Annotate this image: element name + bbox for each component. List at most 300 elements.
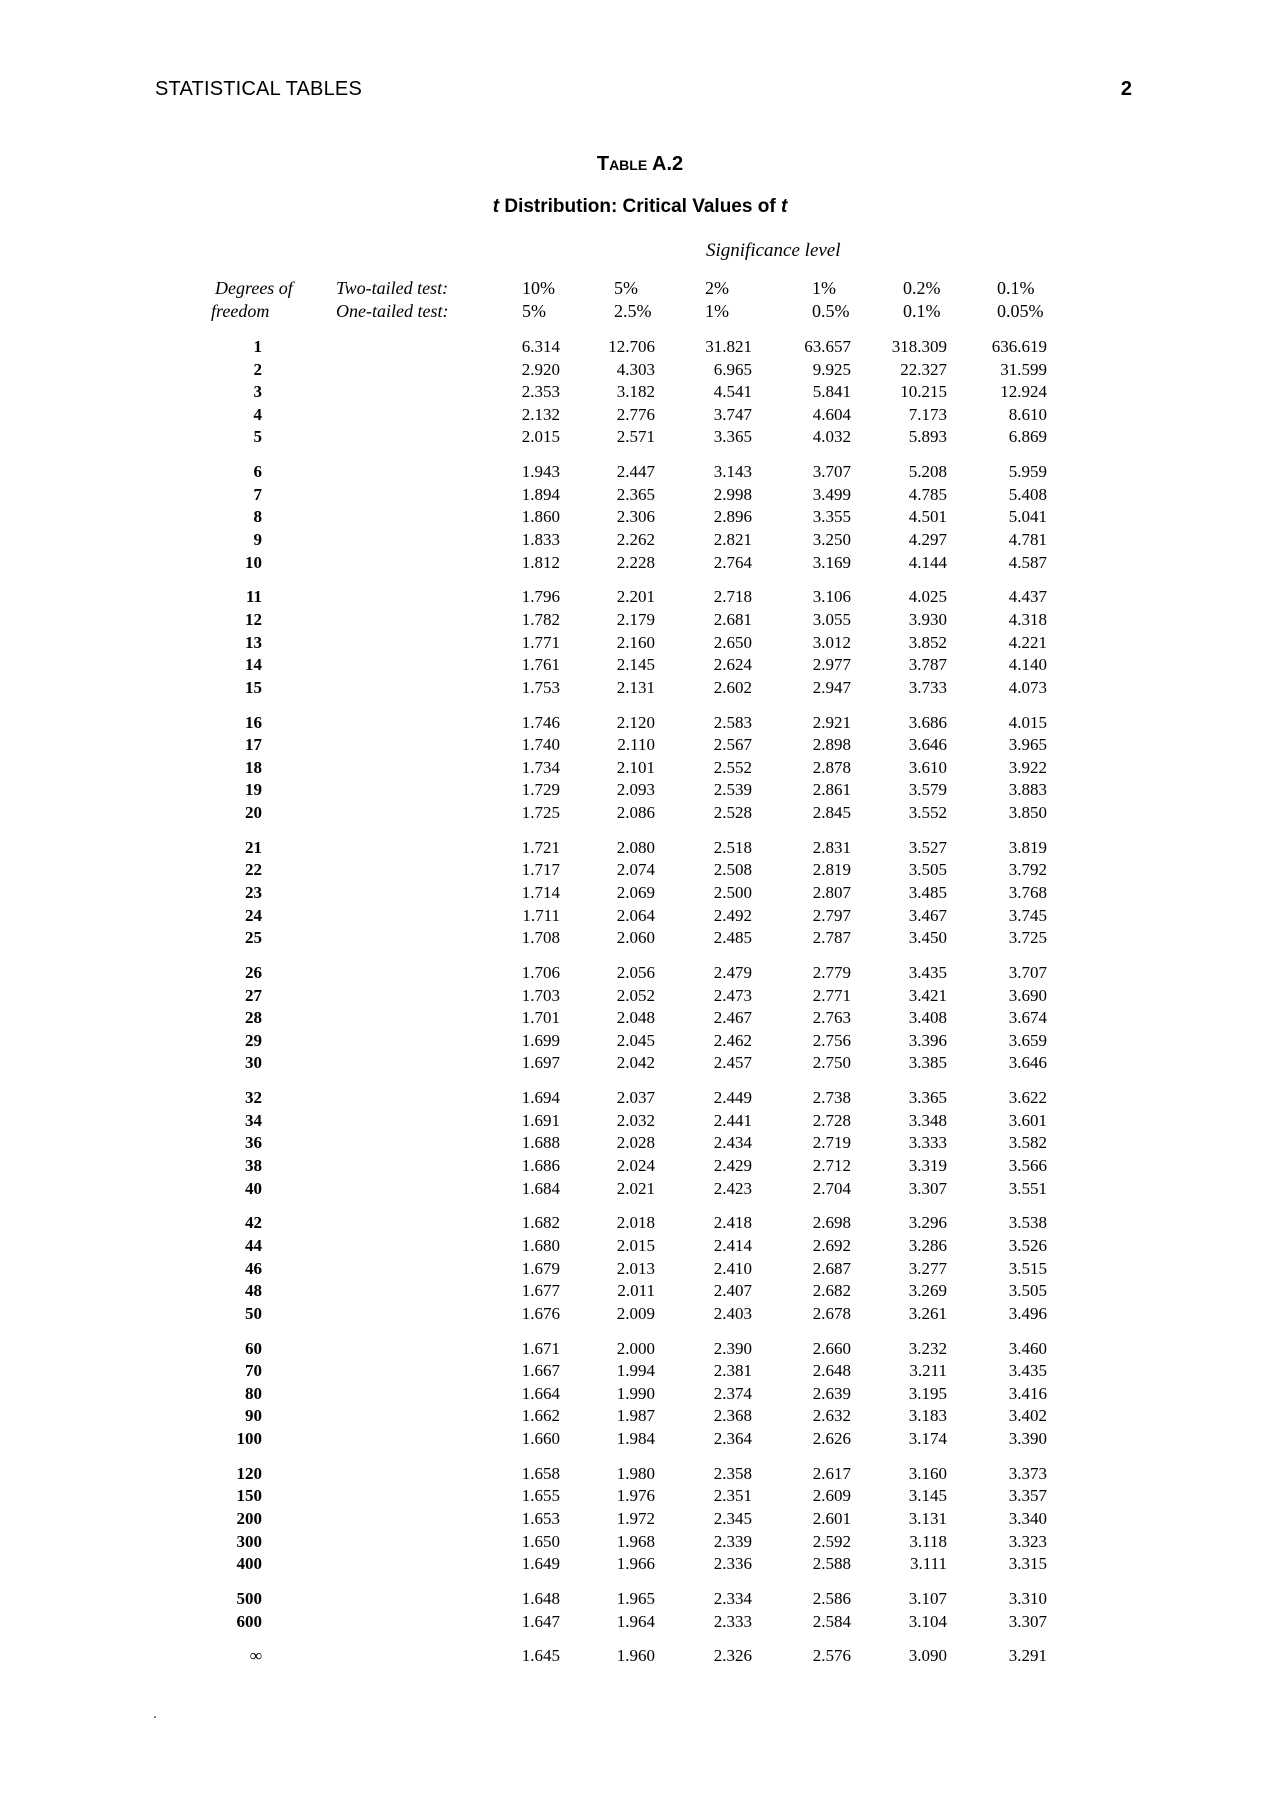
critical-value-cell: 3.211 [909,1361,947,1381]
degrees-of-freedom-cell: 15 [245,677,262,697]
critical-value-cell: 2.365 [616,484,655,504]
critical-value-cell: 3.819 [1008,837,1047,857]
critical-value-cell: 2.042 [616,1053,655,1073]
degrees-of-freedom-cell: 21 [245,837,262,857]
critical-value-cell: 4.073 [1008,677,1047,697]
degrees-of-freedom-cell: 25 [245,928,262,948]
table-row [0,1088,1280,1110]
critical-value-cell: 4.785 [908,484,947,504]
critical-value-cell: 2.567 [713,735,752,755]
critical-value-cell: 3.365 [908,1088,947,1108]
critical-value-cell: 5.041 [1008,507,1047,527]
degrees-of-freedom-cell: 28 [245,1008,262,1028]
critical-value-cell: 2.374 [713,1383,752,1403]
critical-value-cell: 3.526 [1008,1236,1047,1255]
critical-value-cell: 1.968 [616,1531,655,1551]
critical-value-cell: 3.183 [908,1406,947,1426]
table-row [0,530,1280,552]
critical-value-cell: 318.309 [891,337,947,356]
critical-value-cell: 3.450 [908,928,947,948]
critical-value-cell: 2.403 [713,1303,752,1323]
critical-value-cell: 2.639 [812,1383,851,1403]
critical-value-cell: 4.781 [1008,530,1047,549]
table-row [0,780,1280,802]
degrees-of-freedom-cell: 6 [253,462,262,482]
critical-value-cell: 4.604 [812,404,851,424]
degrees-of-freedom-cell: 40 [245,1178,262,1198]
critical-value-cell: 3.296 [908,1213,947,1233]
table-row [0,713,1280,735]
critical-value-cell: 1.990 [616,1383,655,1403]
critical-value-cell: 2.500 [713,883,752,902]
critical-value-cell: 2.333 [713,1611,752,1631]
table-row [0,1589,1280,1611]
critical-value-cell: 2.586 [812,1589,851,1608]
two-tailed-level: 1% [812,278,836,298]
critical-value-cell: 2.064 [616,905,655,925]
critical-value-cell: 2.093 [616,780,655,800]
degrees-of-freedom-cell: 8 [253,507,262,527]
critical-value-cell: 2.131 [616,677,655,697]
table-row [0,1509,1280,1531]
critical-value-cell: 2.048 [616,1008,655,1028]
critical-value-cell: 3.373 [1008,1463,1047,1483]
critical-value-cell: 3.725 [1008,928,1047,948]
critical-value-cell: 2.000 [616,1338,655,1358]
critical-value-cell: 3.421 [908,985,947,1005]
critical-value-cell: 3.610 [908,757,947,777]
table-row [0,1612,1280,1634]
one-tailed-level: 5% [522,301,546,321]
critical-value-cell: 3.286 [908,1236,947,1255]
critical-value-cell: 1.662 [521,1406,560,1426]
critical-value-cell: 1.717 [521,860,560,880]
degrees-of-freedom-cell: 17 [245,735,262,755]
degrees-of-freedom-cell: 60 [245,1338,262,1358]
critical-value-cell: 3.090 [908,1646,947,1666]
critical-value-cell: 1.714 [521,883,560,902]
degrees-of-freedom-cell: 2 [253,359,262,379]
critical-value-cell: 3.402 [1008,1406,1047,1426]
table-row [0,1339,1280,1361]
critical-value-cell: 3.579 [908,780,947,800]
critical-value-cell: 2.831 [812,837,851,857]
table-row [0,587,1280,609]
critical-value-cell: 2.018 [616,1213,655,1233]
two-tailed-level: 0.1% [997,278,1035,298]
critical-value-cell: 31.821 [705,337,752,356]
critical-value-cell: 2.447 [616,462,655,482]
critical-value-cell: 2.719 [812,1133,851,1153]
one-tailed-header-row [0,301,1280,325]
critical-value-cell: 1.658 [521,1463,560,1483]
critical-value-cell: 2.364 [713,1429,752,1448]
critical-value-cell: 2.687 [812,1258,851,1278]
critical-value-cell: 2.353 [521,382,560,402]
critical-value-cell: 12.924 [1000,382,1047,402]
critical-value-cell: 1.833 [521,530,560,549]
critical-value-cell: 9.925 [812,359,851,379]
critical-value-cell: 2.423 [713,1178,752,1198]
critical-value-cell: 1.746 [521,712,560,732]
degrees-of-freedom-cell: 26 [245,963,262,982]
degrees-of-freedom-cell: 3 [253,382,262,402]
critical-value-cell: 2.592 [812,1531,851,1551]
critical-value-cell: 2.776 [616,404,655,424]
critical-value-cell: 8.610 [1008,404,1047,424]
critical-value-cell: 2.921 [812,712,851,732]
critical-value-cell: 1.711 [522,905,560,925]
critical-value-cell: 1.688 [521,1133,560,1153]
critical-value-cell: 2.626 [812,1429,851,1448]
critical-value-cell: 4.032 [812,427,851,447]
critical-value-cell: 2.821 [713,530,752,549]
critical-value-cell: 2.429 [713,1156,752,1175]
table-row [0,462,1280,484]
critical-value-cell: 2.896 [713,507,752,527]
critical-value-cell: 4.144 [908,552,947,572]
critical-value-cell: 3.690 [1008,985,1047,1005]
critical-value-cell: 3.460 [1008,1338,1047,1358]
critical-value-cell: 3.277 [908,1258,947,1278]
critical-value-cell: 3.768 [1008,883,1047,902]
critical-value-cell: 3.118 [909,1531,947,1551]
critical-value-cell: 1.960 [616,1646,655,1666]
critical-value-cell: 2.692 [812,1236,851,1255]
subtitle-t2: t [780,196,788,217]
critical-value-cell: 2.326 [713,1646,752,1666]
critical-value-cell: 1.677 [521,1281,560,1301]
table-row [0,758,1280,780]
critical-value-cell: 3.195 [908,1383,947,1403]
critical-value-cell: 2.473 [713,985,752,1005]
critical-value-cell: 5.841 [812,382,851,402]
critical-value-cell: 3.143 [713,462,752,482]
degrees-of-freedom-cell: 24 [245,905,262,925]
critical-value-cell: 4.015 [1008,712,1047,732]
critical-value-cell: 3.396 [908,1030,947,1050]
degrees-of-freedom-cell: 300 [236,1531,262,1551]
degrees-of-freedom-cell: 600 [236,1611,262,1631]
critical-value-cell: 2.334 [713,1589,752,1608]
table-row [0,1133,1280,1155]
table-row [0,1156,1280,1178]
degrees-of-freedom-cell: 44 [245,1236,262,1255]
table-row [0,1053,1280,1075]
table-row [0,1259,1280,1281]
critical-value-cell: 4.318 [1008,610,1047,629]
table-row [0,735,1280,757]
critical-value-cell: 5.893 [908,427,947,447]
critical-value-cell: 1.725 [521,803,560,822]
critical-value-cell: 1.660 [521,1429,560,1448]
degrees-of-freedom-cell: 1 [253,337,262,356]
critical-value-cell: 2.682 [812,1281,851,1301]
table-row [0,906,1280,928]
critical-value-cell: 2.028 [616,1133,655,1153]
critical-value-cell: 3.435 [908,963,947,982]
critical-value-cell: 2.021 [616,1178,655,1198]
degrees-of-freedom-cell: 4 [253,404,262,424]
critical-value-cell: 3.315 [1008,1554,1047,1574]
critical-value-cell: 5.408 [1008,484,1047,504]
two-tailed-label: Two-tailed test: [336,278,449,298]
degrees-of-freedom-cell: 42 [245,1213,262,1233]
two-tailed-header-row [0,278,1280,302]
critical-value-cell: 4.501 [908,507,947,527]
critical-value-cell: 2.898 [812,735,851,755]
critical-value-cell: 31.599 [1000,359,1047,379]
table-subtitle [0,196,1280,218]
table-row [0,427,1280,449]
critical-value-cell: 1.686 [521,1156,560,1175]
critical-value-cell: 2.617 [812,1463,851,1483]
critical-value-cell: 3.733 [908,677,947,697]
critical-value-cell: 3.310 [1008,1589,1047,1608]
critical-value-cell: 1.697 [521,1053,560,1073]
critical-value-cell: 2.728 [812,1110,851,1130]
critical-value-cell: 3.467 [908,905,947,925]
critical-value-cell: 3.787 [908,655,947,675]
critical-value-cell: 2.787 [812,928,851,948]
critical-value-cell: 1.966 [616,1554,655,1574]
degrees-of-freedom-cell: 38 [245,1156,262,1175]
table-row [0,803,1280,825]
critical-value-cell: 2.764 [713,552,752,572]
critical-value-cell: 3.499 [812,484,851,504]
degrees-of-freedom-cell: 16 [245,712,262,732]
critical-value-cell: 63.657 [804,337,851,356]
critical-value-cell: 22.327 [900,359,947,379]
critical-value-cell: 3.319 [908,1156,947,1175]
critical-value-cell: 3.883 [1008,780,1047,800]
page-header-title: STATISTICAL TABLES [155,78,362,100]
critical-value-cell: 2.418 [713,1213,752,1233]
critical-value-cell: 3.307 [908,1178,947,1198]
critical-value-cell: 6.314 [521,337,560,356]
critical-value-cell: 3.646 [908,735,947,755]
degrees-of-freedom-cell: 200 [236,1509,262,1528]
degrees-of-freedom-cell: 29 [245,1030,262,1050]
critical-value-cell: 1.740 [521,735,560,755]
critical-value-cell: 2.306 [616,507,655,527]
critical-value-cell: 2.508 [713,860,752,880]
critical-value-cell: 2.576 [812,1646,851,1666]
critical-value-cell: 2.024 [616,1156,655,1175]
critical-value-cell: 2.920 [521,359,560,379]
critical-value-cell: 1.682 [521,1213,560,1233]
critical-value-cell: 636.619 [991,337,1047,356]
table-row [0,1008,1280,1030]
degrees-of-freedom-cell: 50 [245,1303,262,1323]
critical-value-cell: 1.684 [521,1178,560,1198]
critical-value-cell: 3.055 [812,610,851,629]
critical-value-cell: 3.686 [908,712,947,732]
critical-value-cell: 2.120 [616,712,655,732]
two-tailed-level: 10% [522,278,555,298]
table-row [0,485,1280,507]
degrees-of-freedom-cell: 100 [236,1429,262,1448]
critical-value-cell: 1.729 [521,780,560,800]
critical-value-cell: 2.588 [812,1554,851,1574]
critical-value-cell: 1.980 [616,1463,655,1483]
critical-value-cell: 2.660 [812,1338,851,1358]
critical-value-cell: 2.414 [713,1236,752,1255]
critical-value-cell: 3.674 [1008,1008,1047,1028]
table-row [0,360,1280,382]
critical-value-cell: 2.060 [616,928,655,948]
degrees-of-freedom-cell: 30 [245,1053,262,1073]
critical-value-cell: 2.013 [616,1258,655,1278]
page-number: 2 [1120,78,1132,100]
critical-value-cell: 1.664 [521,1383,560,1403]
critical-value-cell: 1.691 [521,1110,560,1130]
critical-value-cell: 3.385 [908,1053,947,1073]
critical-value-cell: 1.860 [521,507,560,527]
critical-value-cell: 1.771 [521,632,560,652]
degrees-of-freedom-cell: 23 [245,883,262,902]
critical-value-cell: 3.169 [812,552,851,572]
critical-value-cell: 2.779 [812,963,851,982]
critical-value-cell: 4.303 [616,359,655,379]
critical-value-cell: 2.201 [616,587,655,607]
critical-value-cell: 1.721 [521,837,560,857]
significance-level-label: Significance level [706,240,841,261]
critical-value-cell: 2.110 [617,735,655,755]
critical-value-cell: 1.655 [521,1486,560,1506]
degrees-of-freedom-cell: 80 [245,1383,262,1403]
degrees-of-freedom-cell: 19 [245,780,262,800]
critical-value-cell: 2.101 [616,757,655,777]
critical-value-cell: 6.869 [1008,427,1047,447]
degrees-of-freedom-cell: 90 [245,1406,262,1426]
critical-value-cell: 3.106 [812,587,851,607]
degrees-of-freedom-cell: 70 [245,1361,262,1381]
degrees-of-freedom-cell: 13 [245,632,262,652]
degrees-of-freedom-cell: 500 [236,1589,262,1608]
critical-value-cell: 3.307 [1008,1611,1047,1631]
critical-value-cell: 1.694 [521,1088,560,1108]
critical-value-cell: 2.552 [713,757,752,777]
critical-value-cell: 2.681 [713,610,752,629]
table-row [0,1464,1280,1486]
critical-value-cell: 2.080 [616,837,655,857]
critical-value-cell: 3.232 [908,1338,947,1358]
table-row [0,1111,1280,1133]
degrees-of-freedom-cell: 20 [245,803,262,822]
critical-value-cell: 4.437 [1008,587,1047,607]
critical-value-cell: 1.645 [521,1646,560,1666]
critical-value-cell: 3.182 [616,382,655,402]
degrees-of-freedom-cell: 7 [253,484,262,504]
critical-value-cell: 1.943 [521,462,560,482]
table-row [0,655,1280,677]
critical-value-cell: 2.262 [616,530,655,549]
critical-value-cell: 1.676 [521,1303,560,1323]
critical-value-cell: 1.667 [521,1361,560,1381]
critical-value-cell: 2.358 [713,1463,752,1483]
df-label-line2: freedom [211,301,270,321]
table-row [0,1406,1280,1428]
critical-value-cell: 4.025 [908,587,947,607]
critical-value-cell: 2.407 [713,1281,752,1301]
critical-value-cell: 2.704 [812,1178,851,1198]
one-tailed-level: 0.5% [812,301,850,321]
table-row [0,1361,1280,1383]
critical-value-cell: 3.416 [1008,1383,1047,1403]
critical-value-cell: 2.462 [713,1030,752,1050]
two-tailed-level: 0.2% [903,278,941,298]
table-row [0,1429,1280,1451]
critical-value-cell: 3.852 [908,632,947,652]
critical-value-cell: 12.706 [608,337,655,356]
critical-value-cell: 5.208 [908,462,947,482]
degrees-of-freedom-cell: 9 [253,530,262,549]
critical-value-cell: 3.408 [908,1008,947,1028]
critical-value-cell: 2.528 [713,803,752,822]
critical-value-cell: 3.131 [908,1509,947,1528]
critical-value-cell: 3.792 [1008,860,1047,880]
critical-value-cell: 2.807 [812,883,851,902]
critical-value-cell: 3.496 [1008,1303,1047,1323]
critical-value-cell: 3.357 [1008,1486,1047,1506]
critical-value-cell: 2.479 [713,963,752,982]
critical-value-cell: 2.977 [812,655,851,675]
critical-value-cell: 1.976 [616,1486,655,1506]
critical-value-cell: 1.987 [616,1406,655,1426]
critical-value-cell: 2.228 [616,552,655,572]
critical-value-cell: 3.566 [1008,1156,1047,1175]
critical-value-cell: 2.441 [713,1110,752,1130]
critical-value-cell: 1.671 [521,1338,560,1358]
critical-value-cell: 2.069 [616,883,655,902]
critical-value-cell: 3.390 [1008,1429,1047,1448]
table-row [0,1236,1280,1258]
critical-value-cell: 3.930 [908,610,947,629]
critical-value-cell: 1.701 [521,1008,560,1028]
critical-value-cell: 2.336 [713,1554,752,1574]
critical-value-cell: 2.132 [521,404,560,424]
critical-value-cell: 3.269 [908,1281,947,1301]
table-row [0,963,1280,985]
critical-value-cell: 2.086 [616,803,655,822]
degrees-of-freedom-cell: 18 [245,757,262,777]
critical-value-cell: 2.368 [713,1406,752,1426]
critical-value-cell: 3.104 [908,1611,947,1631]
critical-value-cell: 2.583 [713,712,752,732]
table-row [0,1646,1280,1668]
critical-value-cell: 2.011 [617,1281,655,1301]
critical-value-cell: 2.032 [616,1110,655,1130]
critical-value-cell: 4.297 [908,530,947,549]
critical-value-cell: 1.680 [521,1236,560,1255]
table-row [0,678,1280,700]
critical-value-cell: 3.965 [1008,735,1047,755]
critical-value-cell: 3.485 [908,883,947,902]
critical-value-cell: 3.745 [1008,905,1047,925]
critical-value-cell: 2.624 [713,655,752,675]
critical-value-cell: 2.390 [713,1338,752,1358]
critical-value-cell: 1.753 [521,677,560,697]
degrees-of-freedom-cell: 14 [245,655,262,675]
critical-value-cell: 2.492 [713,905,752,925]
critical-value-cell: 2.351 [713,1486,752,1506]
degrees-of-freedom-cell: ∞ [249,1646,262,1666]
table-row [0,337,1280,359]
table-row [0,838,1280,860]
critical-value-cell: 3.291 [1008,1646,1047,1666]
critical-value-cell: 1.650 [521,1531,560,1551]
